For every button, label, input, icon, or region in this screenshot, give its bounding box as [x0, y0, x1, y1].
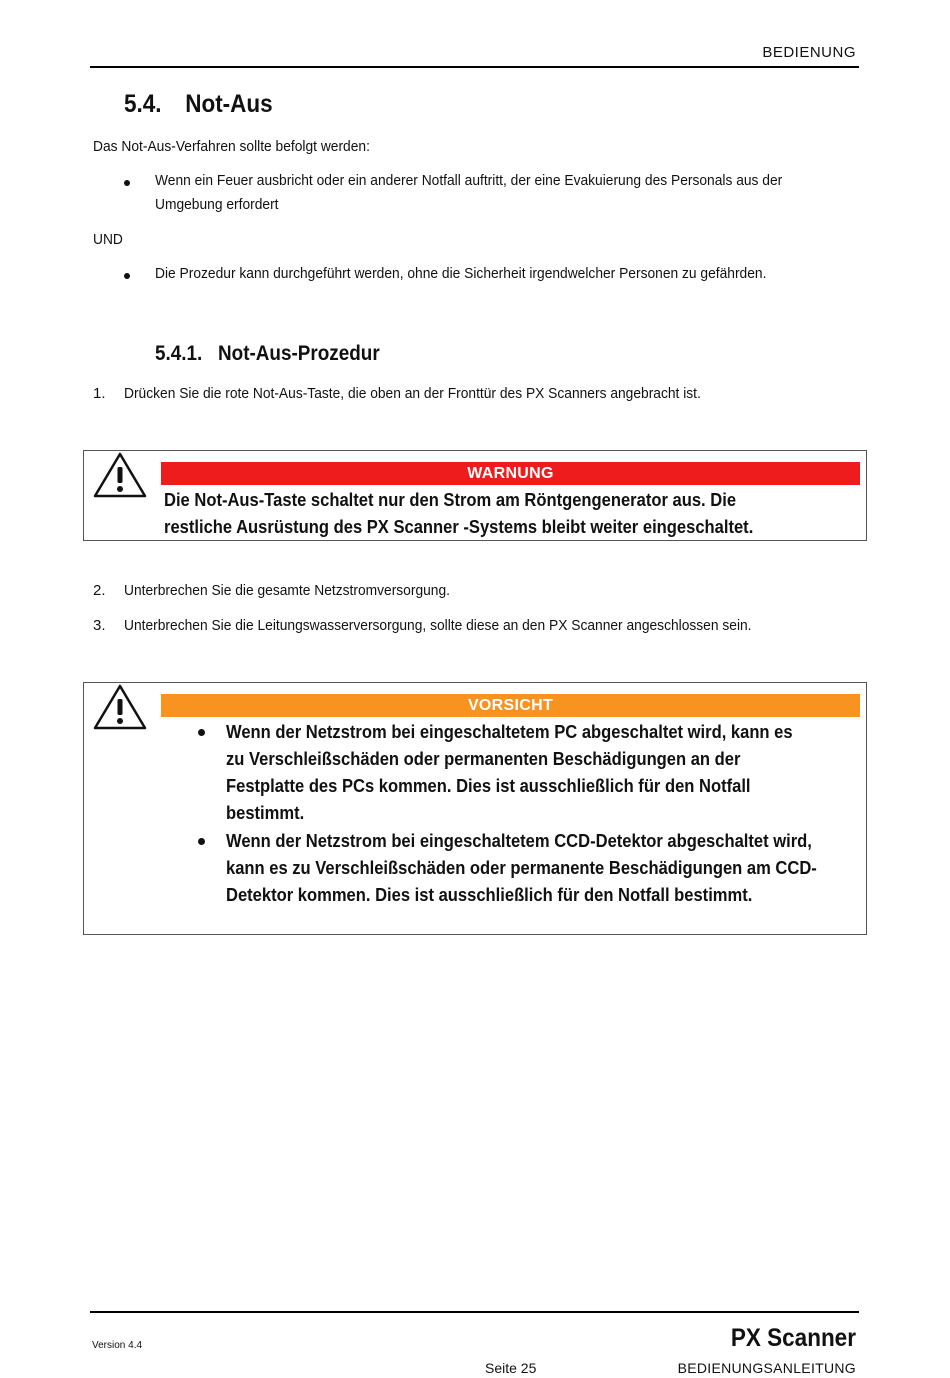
- step-number: 1.: [93, 385, 106, 402]
- caution-box: [83, 682, 867, 935]
- bullet: [124, 180, 130, 186]
- connector-und: UND: [93, 231, 123, 248]
- caution-bullet-1-line-1: Wenn der Netzstrom bei eingeschaltetem PC abgeschaltet wird, kann es: [226, 722, 793, 742]
- step-number: 3.: [93, 617, 106, 634]
- section-heading: [124, 90, 273, 119]
- warning-text-line-1: Die Not-Aus-Taste schaltet nur den Strom am Röntgengenerator aus. Die: [164, 490, 737, 510]
- subsection-number: 5.4.1.: [155, 342, 203, 365]
- caution-bullet-2-line-2: kann es zu Verschleißschäden oder permanente Beschädigungen am CCD-: [226, 858, 817, 878]
- header-divider: [90, 66, 859, 68]
- warning-box: [83, 450, 867, 541]
- caution-bullet-1-line-2: zu Verschleißschäden oder permanenten Beschädigungen an der: [226, 749, 741, 769]
- section-title: Not-Aus: [185, 90, 273, 118]
- subsection-heading: [155, 342, 380, 366]
- section-number: 5.4.: [124, 90, 162, 118]
- step-number: 2.: [93, 582, 106, 599]
- step-text: Unterbrechen Sie die Leitungswasserversorgung, sollte diese an den PX Scanner angeschlossen sein.: [124, 617, 752, 634]
- bullet: [198, 838, 205, 845]
- caution-bullet-1-line-4: bestimmt.: [226, 803, 305, 823]
- subsection-title: Not-Aus-Prozedur: [218, 342, 380, 365]
- caution-bullet-1-line-3: Festplatte des PCs kommen. Dies ist ausschließlich für den Notfall: [226, 776, 751, 796]
- page-number: Seite 25: [485, 1360, 537, 1376]
- bullet: [198, 729, 205, 736]
- document-type: BEDIENUNGSANLEITUNG: [677, 1360, 856, 1376]
- step-text: Unterbrechen Sie die gesamte Netzstromversorgung.: [124, 582, 450, 599]
- warning-text-line-2: restliche Ausrüstung des PX Scanner -Systems bleibt weiter eingeschaltet.: [164, 517, 754, 537]
- intro-paragraph: Das Not-Aus-Verfahren sollte befolgt werden:: [93, 138, 370, 155]
- bullet: [124, 273, 130, 279]
- product-name: PX Scanner: [730, 1324, 856, 1352]
- running-header: BEDIENUNG: [762, 44, 856, 61]
- condition-2: Die Prozedur kann durchgeführt werden, ohne die Sicherheit irgendwelcher Personen zu gefährden.: [155, 265, 767, 282]
- step-text: Drücken Sie die rote Not-Aus-Taste, die oben an der Fronttür des PX Scanners angebracht ist.: [124, 385, 701, 402]
- version-label: Version 4.4: [92, 1340, 143, 1351]
- caution-bullet-2-line-3: Detektor kommen. Dies ist ausschließlich für den Notfall bestimmt.: [226, 885, 753, 905]
- warning-triangle-icon: [92, 451, 148, 499]
- condition-1-line-1: Wenn ein Feuer ausbricht oder ein anderer Notfall auftritt, der eine Evakuierung des Personals aus der: [155, 172, 783, 189]
- caution-bullet-2-line-1: Wenn der Netzstrom bei eingeschaltetem CCD-Detektor abgeschaltet wird,: [226, 831, 812, 851]
- footer-divider: [90, 1311, 859, 1313]
- condition-1-line-2: Umgebung erfordert: [155, 196, 279, 213]
- warning-triangle-icon: [92, 683, 148, 731]
- caution-label: VORSICHT: [161, 694, 860, 717]
- warning-label: WARNUNG: [161, 462, 860, 485]
